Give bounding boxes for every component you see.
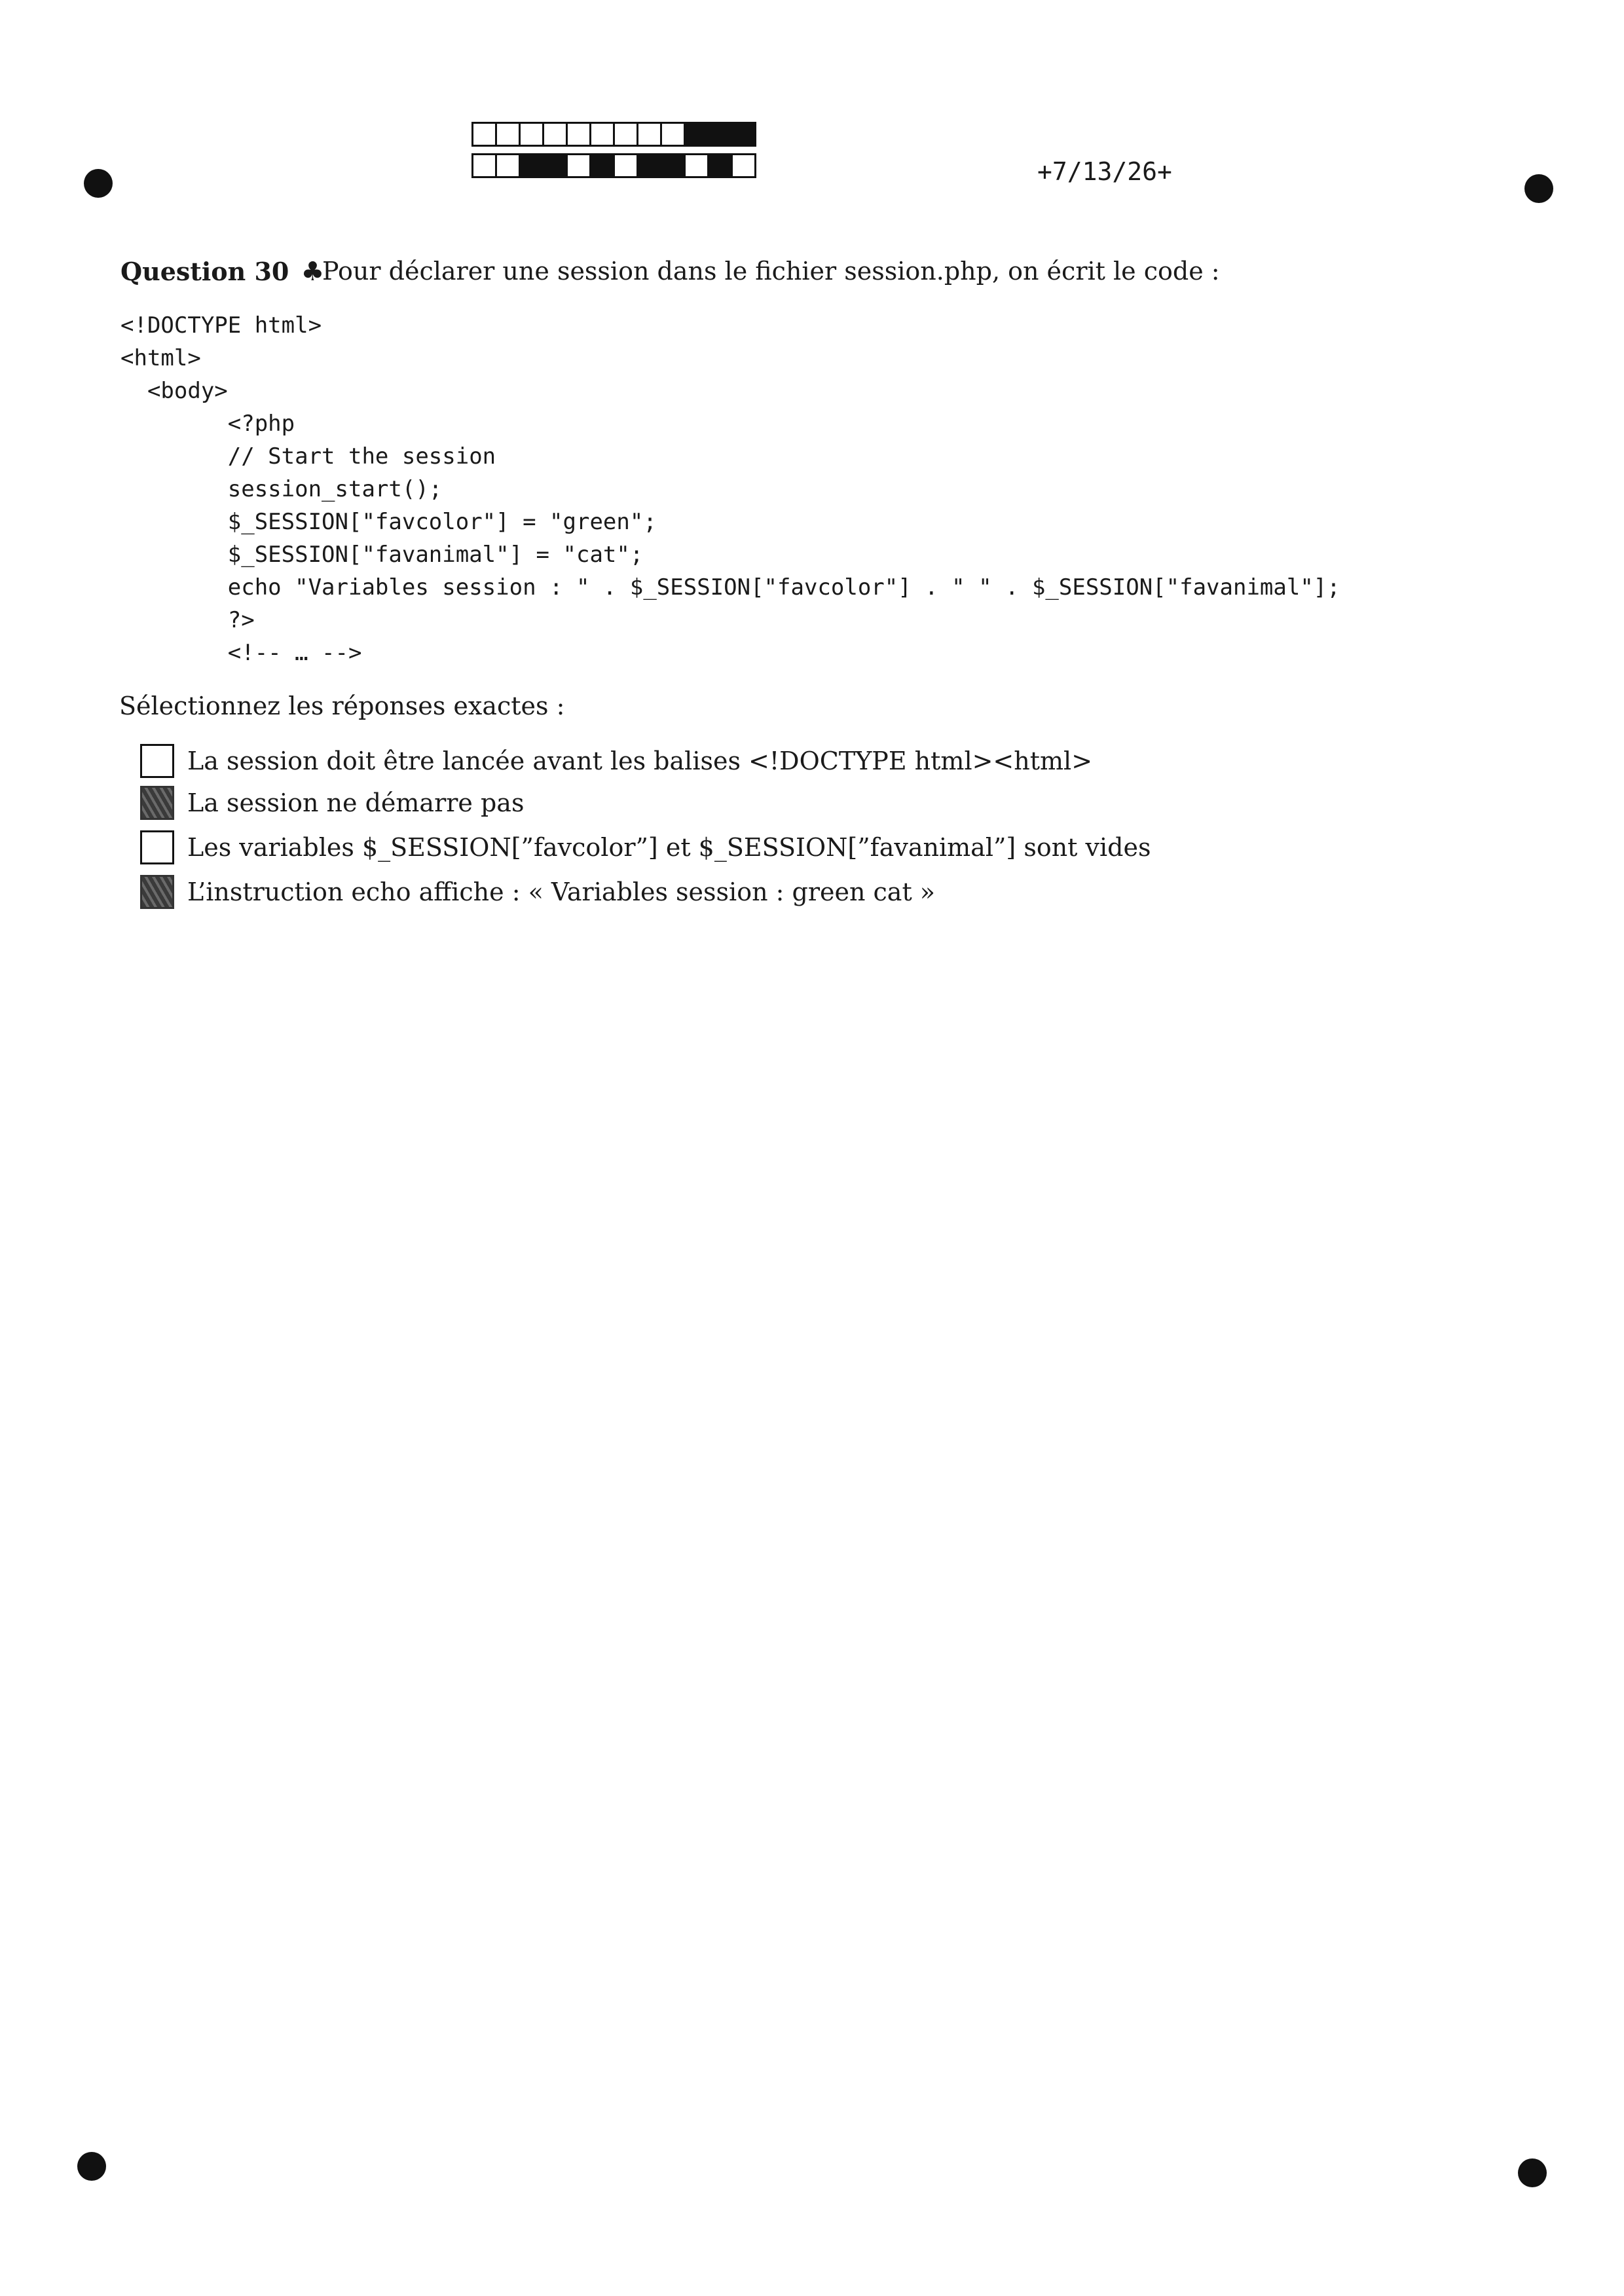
page-id-barcode-row-1 — [471, 122, 756, 147]
registration-mark-top-left — [84, 169, 113, 198]
checkbox[interactable] — [140, 875, 174, 909]
choice-label: Les variables $_SESSION[”favcolor”] et $_SESSION[”favanimal”] sont vides — [187, 833, 1151, 862]
registration-mark-top-right — [1524, 174, 1553, 203]
choice-label: La session doit être lancée avant les balises <!DOCTYPE html><html> — [187, 747, 1093, 775]
checkbox[interactable] — [140, 744, 174, 778]
code-block: <!DOCTYPE html> <html> <body> <?php // Start the session session_start(); $_SESSION["favcolor"] = "green"; $_SESSION["favanimal"] = "cat"; echo "Variables session : " . $_SESSION["favcolor"] . " " . $_SESSION["favanimal"]; ?> <!-- … --> — [120, 312, 1340, 666]
answer-choice[interactable] — [140, 875, 935, 909]
answer-choice[interactable] — [140, 830, 1151, 864]
club-icon: ♣ — [301, 257, 325, 287]
choice-label: L’instruction echo affiche : « Variables session : green cat » — [187, 878, 936, 906]
question-text: Pour déclarer une session dans le fichier session.php, on écrit le code : — [322, 257, 1220, 286]
question-header — [120, 257, 1220, 287]
answer-choice[interactable] — [140, 786, 524, 820]
answer-choice[interactable] — [140, 744, 1092, 778]
checkbox[interactable] — [140, 830, 174, 864]
question-label: Question 30 — [120, 257, 289, 286]
checkbox[interactable] — [140, 786, 174, 820]
page-code: +7/13/26+ — [1037, 157, 1172, 186]
choice-label: La session ne démarre pas — [187, 788, 525, 817]
registration-mark-bottom-right — [1518, 2158, 1547, 2187]
instruction-text: Sélectionnez les réponses exactes : — [119, 692, 565, 720]
registration-mark-bottom-left — [77, 2152, 106, 2181]
page-id-barcode-row-2 — [471, 153, 756, 178]
